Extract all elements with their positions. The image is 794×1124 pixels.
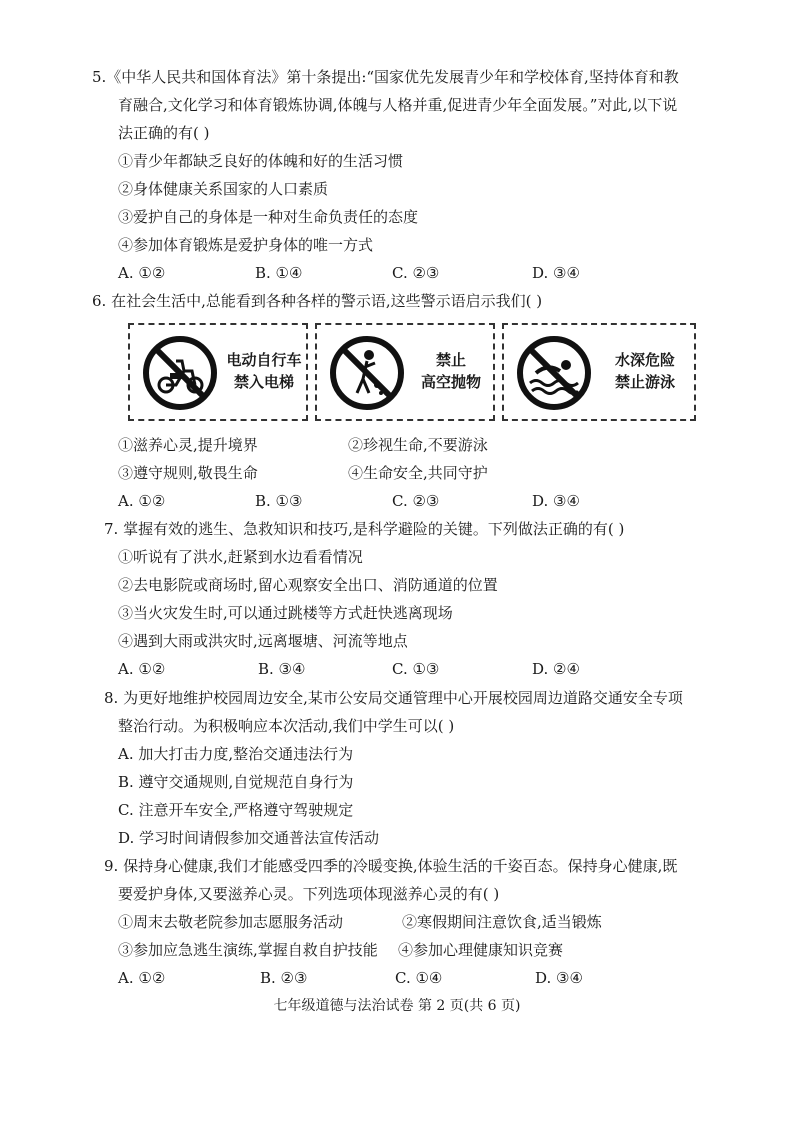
q5-option-d[interactable]: D. ③④ bbox=[532, 264, 580, 282]
q6-option-c[interactable]: C. ②③ bbox=[392, 492, 440, 510]
q8-option-d[interactable]: D. 学习时间请假参加交通普法宣传活动 bbox=[118, 829, 380, 847]
q8-line-1: 8. 为更好地维护校园周边安全,某市公安局交通管理中心开展校园周边道路交通安全专项 bbox=[104, 689, 683, 707]
page-footer: 七年级道德与法治试卷 第 2 页(共 6 页) bbox=[273, 998, 521, 1014]
q6-item-4: ④生命安全,共同守护 bbox=[348, 464, 488, 482]
q5-item-1: ①青少年都缺乏良好的体魄和好的生活习惯 bbox=[118, 152, 404, 170]
q9-option-b[interactable]: B. ②③ bbox=[260, 969, 308, 987]
q7-item-1: ①听说有了洪水,赶紧到水边看看情况 bbox=[118, 548, 363, 566]
q6-option-d[interactable]: D. ③④ bbox=[532, 492, 580, 510]
sign-throwing-line-2: 高空抛物 bbox=[420, 373, 481, 391]
q6-item-3: ③遵守规则,敬畏生命 bbox=[118, 464, 258, 482]
no-swimming-icon bbox=[514, 333, 594, 413]
q5-option-b[interactable]: B. ①④ bbox=[255, 264, 303, 282]
sign-e-bike-line-1: 电动自行车 bbox=[226, 351, 302, 369]
q5-line-2: 育融合,文化学习和体育锻炼协调,体魄与人格并重,促进青少年全面发展。”对此,以下说 bbox=[118, 96, 678, 114]
q7-option-b[interactable]: B. ③④ bbox=[258, 660, 306, 678]
warning-sign-e-bike bbox=[128, 323, 308, 421]
warning-sign-swimming bbox=[502, 323, 696, 421]
q9-option-c[interactable]: C. ①④ bbox=[395, 969, 443, 987]
q8-option-b[interactable]: B. 遵守交通规则,自觉规范自身行为 bbox=[118, 773, 354, 791]
no-e-bike-icon bbox=[140, 333, 220, 413]
q9-item-1: ①周末去敬老院参加志愿服务活动 bbox=[118, 913, 344, 931]
q7-stem: 7. 掌握有效的逃生、急救知识和技巧,是科学避险的关键。下列做法正确的有( ) bbox=[104, 520, 625, 538]
q6-option-b[interactable]: B. ①③ bbox=[255, 492, 303, 510]
q5-line-1: 5.《中华人民共和国体育法》第十条提出:“国家优先发展青少年和学校体育,坚持体育和教 bbox=[92, 68, 679, 86]
sign-swimming-line-1: 水深危险 bbox=[614, 351, 675, 369]
q9-item-2: ②寒假期间注意饮食,适当锻炼 bbox=[402, 913, 602, 931]
sign-swimming-text bbox=[600, 349, 690, 393]
q7-option-a[interactable]: A. ①② bbox=[118, 660, 166, 678]
q6-item-2: ②珍视生命,不要游泳 bbox=[348, 436, 488, 454]
q9-option-a[interactable]: A. ①② bbox=[118, 969, 166, 987]
q9-line-2: 要爱护身体,又要滋养心灵。下列选项体现滋养心灵的有( ) bbox=[118, 885, 500, 903]
sign-throwing-line-1: 禁止 bbox=[435, 351, 466, 369]
q5-item-4: ④参加体育锻炼是爱护身体的唯一方式 bbox=[118, 236, 374, 254]
q5-item-3: ③爱护自己的身体是一种对生命负责任的态度 bbox=[118, 208, 419, 226]
q8-option-c[interactable]: C. 注意开车安全,严格遵守驾驶规定 bbox=[118, 801, 354, 819]
q8-option-a[interactable]: A. 加大打击力度,整治交通违法行为 bbox=[118, 745, 354, 763]
q5-option-a[interactable]: A. ①② bbox=[118, 264, 166, 282]
q5-item-2: ②身体健康关系国家的人口素质 bbox=[118, 180, 329, 198]
sign-swimming-line-2: 禁止游泳 bbox=[614, 373, 675, 391]
q7-item-2: ②去电影院或商场时,留心观察安全出口、消防通道的位置 bbox=[118, 576, 498, 594]
q7-option-d[interactable]: D. ②④ bbox=[532, 660, 580, 678]
q9-item-3: ③参加应急逃生演练,掌握自救自护技能 bbox=[118, 941, 378, 959]
q9-line-1: 9. 保持身心健康,我们才能感受四季的冷暖变换,体验生活的千姿百态。保持身心健康,既 bbox=[104, 857, 678, 875]
q7-option-c[interactable]: C. ①③ bbox=[392, 660, 440, 678]
q7-item-3: ③当火灾发生时,可以通过跳楼等方式赶快逃离现场 bbox=[118, 604, 453, 622]
q6-stem: 6. 在社会生活中,总能看到各种各样的警示语,这些警示语启示我们( ) bbox=[92, 292, 543, 310]
sign-e-bike-text bbox=[222, 349, 306, 393]
q5-line-3: 法正确的有( ) bbox=[118, 124, 210, 142]
q6-option-a[interactable]: A. ①② bbox=[118, 492, 166, 510]
sign-throwing-text bbox=[409, 349, 493, 393]
warning-sign-throwing bbox=[315, 323, 495, 421]
q7-item-4: ④遇到大雨或洪灾时,远离堰塘、河流等地点 bbox=[118, 632, 408, 650]
q9-item-4: ④参加心理健康知识竞赛 bbox=[398, 941, 564, 959]
q8-line-2: 整治行动。为积极响应本次活动,我们中学生可以( ) bbox=[118, 717, 455, 735]
no-throwing-icon bbox=[327, 333, 407, 413]
q9-option-d[interactable]: D. ③④ bbox=[535, 969, 583, 987]
q5-option-c[interactable]: C. ②③ bbox=[392, 264, 440, 282]
sign-e-bike-line-2: 禁入电梯 bbox=[233, 373, 294, 391]
q6-item-1: ①滋养心灵,提升境界 bbox=[118, 436, 258, 454]
